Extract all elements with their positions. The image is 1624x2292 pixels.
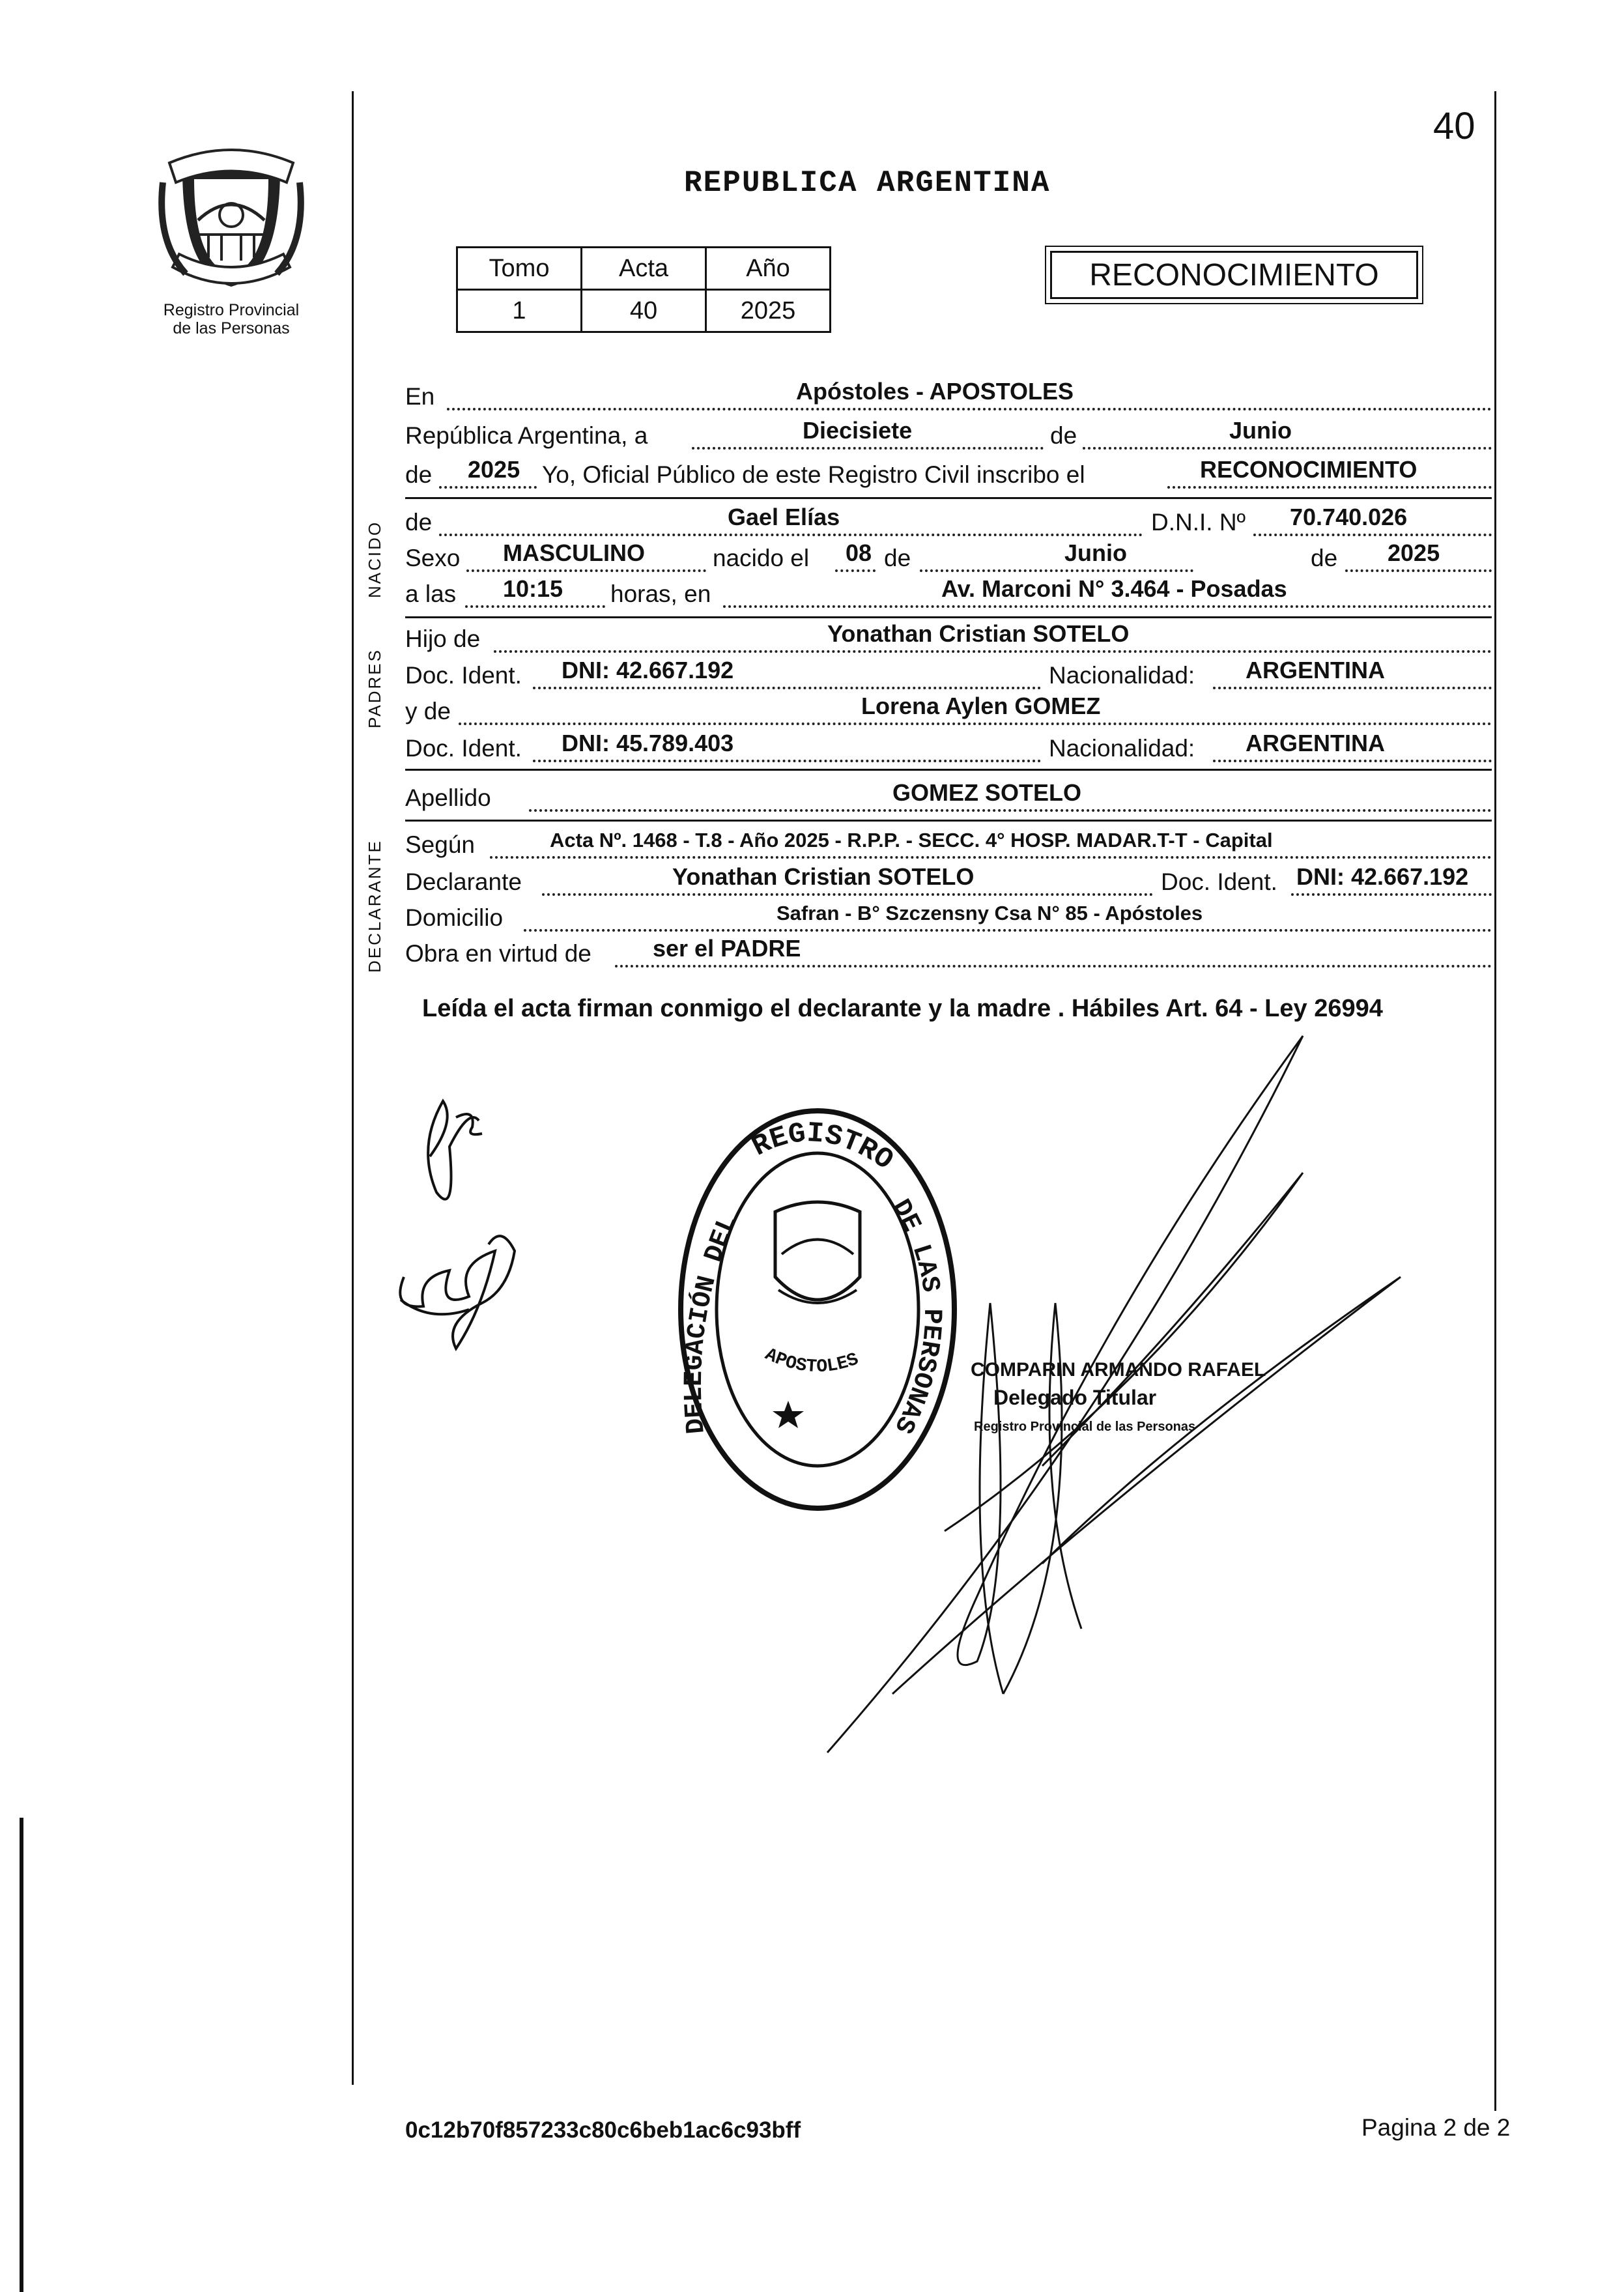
father-doc-value: DNI: 42.667.192 <box>562 657 734 683</box>
dni-label: D.N.I. Nº <box>1151 509 1246 536</box>
record-table-cell: 40 <box>582 290 706 332</box>
surname-value: GOMEZ SOTELO <box>892 779 1082 806</box>
hours-in-label: horas, en <box>610 580 711 607</box>
republica-label: República Argentina, a <box>405 422 648 449</box>
closing-text: Leída el acta firman conmigo el declarante y la madre . Hábiles Art. 64 - Ley 26994 <box>422 995 1383 1022</box>
birth-month-value: Junio <box>1064 539 1127 566</box>
mother-nationality-value: ARGENTINA <box>1246 730 1385 756</box>
declarante-signature-icon <box>428 1101 482 1199</box>
record-table-header: Año <box>706 248 831 290</box>
father-label: Hijo de <box>405 625 481 652</box>
by-virtue-label: Obra en virtud de <box>405 940 591 967</box>
father-nationality-value: ARGENTINA <box>1246 657 1385 683</box>
act-type-box: RECONOCIMIENTO <box>1050 251 1418 299</box>
inscribo-label: Yo, Oficial Público de este Registro Civil inscribo el <box>542 461 1085 488</box>
father-value: Yonathan Cristian SOTELO <box>827 620 1130 647</box>
father-doc-label: Doc. Ident. <box>405 662 522 689</box>
registry-caption-line1: Registro Provincial <box>163 301 300 319</box>
sex-value: MASCULINO <box>503 539 645 566</box>
father-nationality-label: Nacionalidad: <box>1049 662 1195 689</box>
record-table-header: Acta <box>582 248 706 290</box>
mother-label: y de <box>405 698 451 724</box>
birth-month-label: de <box>884 545 911 571</box>
according-value: Acta Nº. 1468 - T.8 - Año 2025 - R.P.P. - SECC. 4° HOSP. MADAR.T-T - Capital <box>550 829 1273 852</box>
day-value: Diecisiete <box>803 417 913 444</box>
stamp-role: Delegado Titular <box>993 1386 1157 1409</box>
by-virtue-value: ser el PADRE <box>653 935 801 962</box>
mother-nationality-label: Nacionalidad: <box>1049 735 1195 762</box>
document-title: REPUBLICA ARGENTINA <box>684 166 1051 200</box>
birth-year-label: de <box>1311 545 1338 571</box>
birth-day-value: 08 <box>846 539 872 566</box>
year-value: 2025 <box>468 456 520 483</box>
official-stamp <box>971 1359 1266 1434</box>
born-on-label: nacido el <box>713 545 810 571</box>
stamp-name: COMPARIN ARMANDO RAFAEL <box>971 1359 1266 1381</box>
name-value: Gael Elías <box>728 504 840 530</box>
mother-doc-label: Doc. Ident. <box>405 735 522 762</box>
record-table-cell: 1 <box>457 290 582 332</box>
act-value: RECONOCIMIENTO <box>1200 456 1417 483</box>
declarant-doc-label: Doc. Ident. <box>1161 868 1277 895</box>
declarant-value: Yonathan Cristian SOTELO <box>672 863 975 890</box>
mother-signature-icon <box>400 1236 515 1349</box>
name-label: de <box>405 509 433 536</box>
seal-top-text: REGISTRO <box>747 1117 899 1177</box>
month-label: de <box>1050 422 1077 449</box>
according-label: Según <box>405 831 475 858</box>
birth-year-value: 2025 <box>1388 539 1440 566</box>
section-label-declarante: DECLARANTE <box>365 839 384 973</box>
registry-caption-line2: de las Personas <box>173 319 290 337</box>
page-number: 40 <box>1433 105 1475 147</box>
mother-value: Lorena Aylen GOMEZ <box>861 693 1101 719</box>
section-label-nacido: NACIDO <box>365 520 384 598</box>
section-label-padres: PADRES <box>365 648 384 728</box>
declarant-label: Declarante <box>405 868 522 895</box>
address-value: Safran - B° Szczensny Csa N° 85 - Apóstoles <box>776 902 1203 924</box>
place-label: En <box>405 383 435 410</box>
svg-text:APOSTOLES <box>762 1345 861 1377</box>
declarant-doc-value: DNI: 42.667.192 <box>1296 863 1469 890</box>
record-table-cell: 2025 <box>706 290 831 332</box>
mother-doc-value: DNI: 45.789.403 <box>562 730 734 756</box>
sex-label: Sexo <box>405 545 461 571</box>
year-label: de <box>405 461 433 488</box>
time-label: a las <box>405 580 457 607</box>
pagination: Pagina 2 de 2 <box>1361 2114 1511 2141</box>
seal-left-text: DELEGACIÓN DEL <box>679 1210 744 1435</box>
surname-label: Apellido <box>405 784 491 811</box>
dni-value: 70.740.026 <box>1290 504 1408 530</box>
record-table-header: Tomo <box>457 248 582 290</box>
seal-right-text: DE LAS PERSONAS <box>885 1194 947 1438</box>
time-value: 10:15 <box>503 575 563 602</box>
stamp-office: Registro Provincial de las Personas <box>974 1420 1196 1434</box>
svg-text:REGISTRO <box>747 1117 899 1177</box>
birth-place-value: Av. Marconi N° 3.464 - Posadas <box>941 575 1287 602</box>
registry-delegation-seal-icon <box>680 1111 954 1508</box>
place-value: Apóstoles - APOSTOLES <box>796 378 1074 405</box>
month-value: Junio <box>1229 417 1292 444</box>
document-hash: 0c12b70f857233c80c6beb1ac6c93bff <box>405 2117 801 2143</box>
seal-inner-text: APOSTOLES <box>762 1345 862 1378</box>
address-label: Domicilio <box>405 904 504 931</box>
